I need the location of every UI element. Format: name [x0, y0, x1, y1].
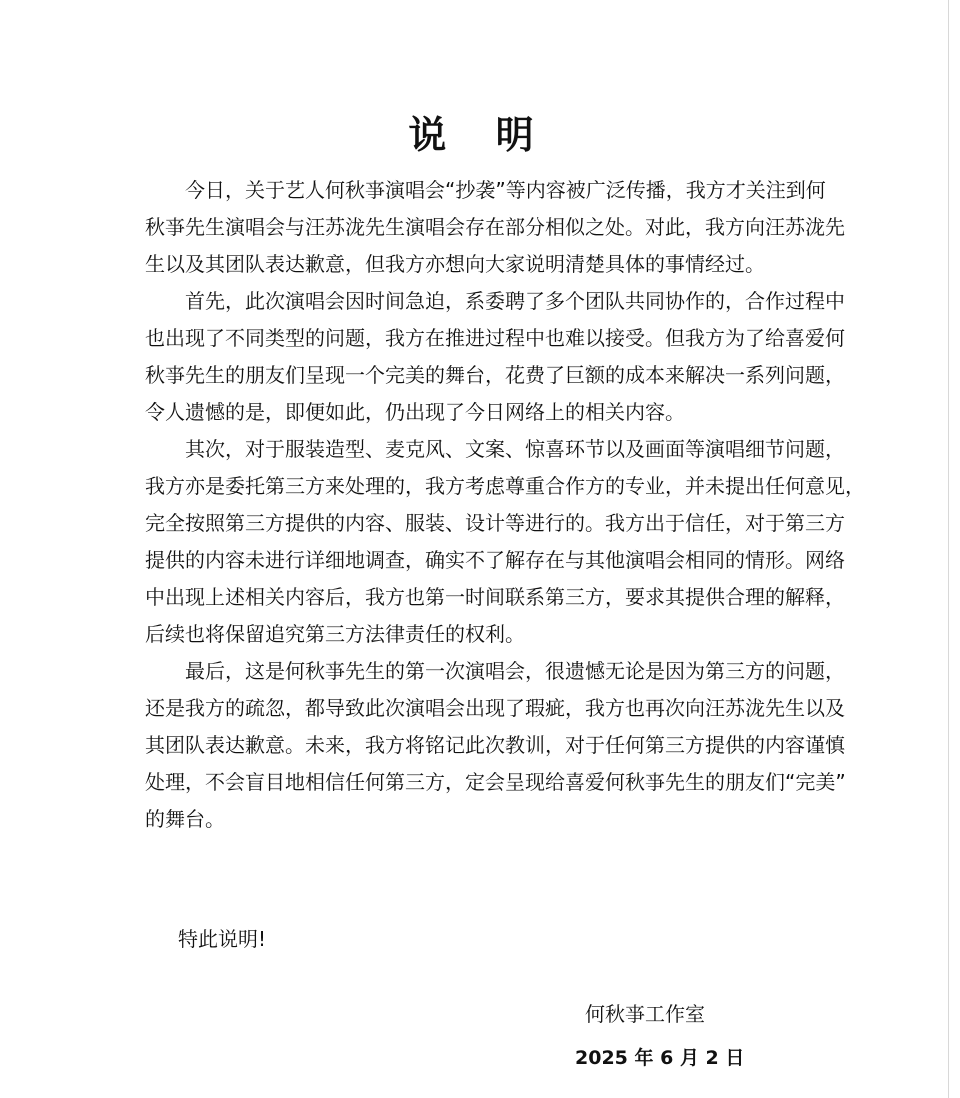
document-title: 说 明 [408, 112, 552, 157]
document-body [145, 172, 865, 838]
paragraph [145, 172, 845, 283]
paragraph-line: 还是我方的疏忽，都导致此次演唱会出现了瑕疵，我方也再次向汪苏泷先生以及 [145, 696, 845, 720]
paragraph-line: 其次，对于服装造型、麦克风、文案、惊喜环节以及画面等演唱细节问题， [185, 437, 845, 461]
paragraph-line: 最后，这是何秋亊先生的第一次演唱会，很遗憾无论是因为第三方的问题， [185, 659, 845, 683]
paragraph [145, 653, 846, 838]
document-date: 2025 年 6 月 2 日 [575, 1047, 745, 1069]
paragraph [145, 431, 865, 653]
paragraph-line: 也出现了不同类型的问题，我方在推进过程中也难以接受。但我方为了给喜爱何 [145, 326, 845, 350]
paragraph-line: 处理，不会盲目地相信任何第三方，定会呈现给喜爱何秋亊先生的朋友们“完美” [145, 770, 846, 794]
closing-line: 特此说明! [178, 927, 267, 951]
paragraph-line: 完全按照第三方提供的内容、服装、设计等进行的。我方出于信任，对于第三方 [145, 511, 845, 535]
paragraph-line: 秋亊先生的朋友们呈现一个完美的舞台，花费了巨额的成本来解决一系列问题， [145, 363, 845, 387]
signature: 何秋亊工作室 [585, 1002, 705, 1026]
paragraph-line: 我方亦是委托第三方来处理的，我方考虑尊重合作方的专业，并未提出任何意见， [145, 474, 865, 498]
page-edge-divider [948, 0, 949, 1098]
paragraph-line: 生以及其团队表达歉意，但我方亦想向大家说明清楚具体的事情经过。 [145, 252, 765, 276]
paragraph-line: 首先，此次演唱会因时间急迫，系委聘了多个团队共同协作的，合作过程中 [185, 289, 845, 313]
paragraph [145, 283, 845, 431]
paragraph-line: 提供的内容未进行详细地调查，确实不了解存在与其他演唱会相同的情形。网络 [145, 548, 845, 572]
paragraph-line: 中出现上述相关内容后，我方也第一时间联系第三方，要求其提供合理的解释， [145, 585, 845, 609]
paragraph-line: 秋亊先生演唱会与汪苏泷先生演唱会存在部分相似之处。对此，我方向汪苏泷先 [145, 215, 845, 239]
paragraph-line: 后续也将保留追究第三方法律责任的权利。 [145, 622, 525, 646]
paragraph-line: 令人遗憾的是，即便如此，仍出现了今日网络上的相关内容。 [145, 400, 685, 424]
paragraph-line: 其团队表达歉意。未来，我方将铭记此次教训，对于任何第三方提供的内容谨慎 [145, 733, 845, 757]
paragraph-line: 的舞台。 [145, 807, 225, 831]
paragraph-line: 今日，关于艺人何秋亊演唱会“抄袭”等内容被广泛传播，我方才关注到何 [185, 178, 826, 202]
